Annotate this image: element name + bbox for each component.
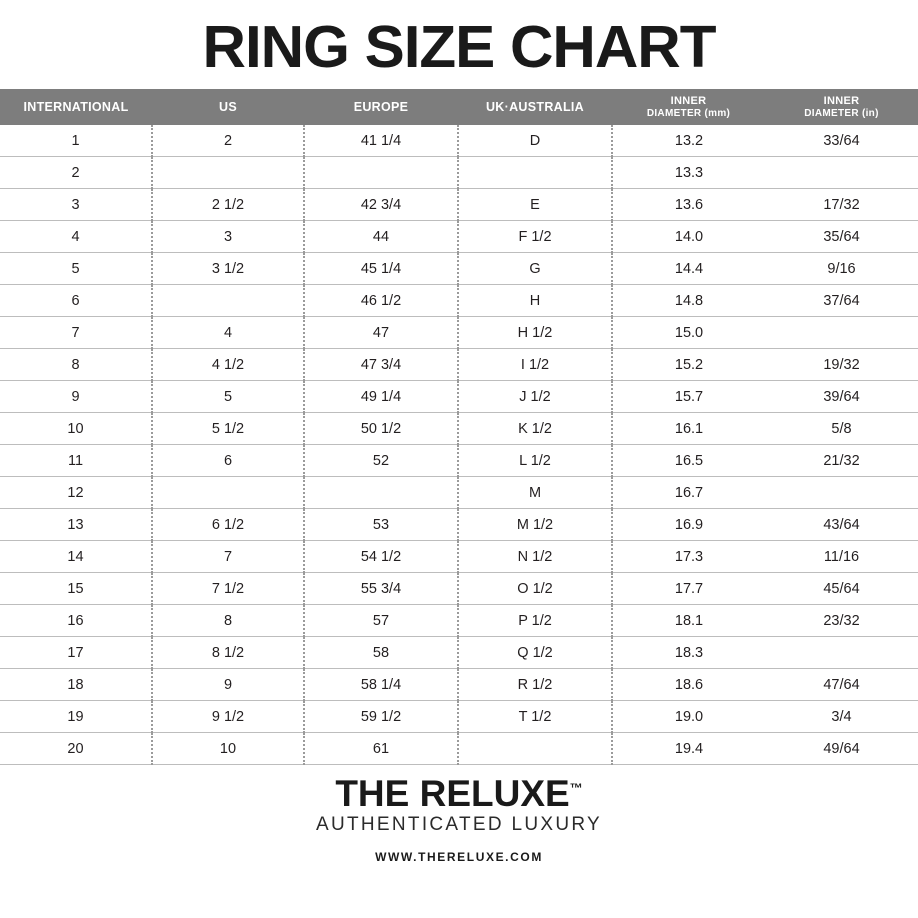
cell-us (152, 157, 304, 189)
cell-us: 2 1/2 (152, 189, 304, 221)
cell-inner-diameter-in (765, 157, 918, 189)
cell-us: 4 1/2 (152, 349, 304, 381)
cell-uk-australia (458, 733, 612, 765)
table-row (0, 445, 918, 477)
cell-uk-australia: N 1/2 (458, 541, 612, 573)
table-row (0, 605, 918, 637)
cell-international: 9 (0, 381, 152, 413)
cell-inner-diameter-in: 17/32 (765, 189, 918, 221)
table-row (0, 669, 918, 701)
table-row (0, 253, 918, 285)
cell-inner-diameter-mm: 14.0 (612, 221, 765, 253)
cell-us: 6 (152, 445, 304, 477)
cell-inner-diameter-in: 43/64 (765, 509, 918, 541)
cell-inner-diameter-in (765, 637, 918, 669)
cell-europe: 61 (304, 733, 458, 765)
cell-international: 20 (0, 733, 152, 765)
cell-inner-diameter-mm: 18.1 (612, 605, 765, 637)
table-body (0, 125, 918, 765)
column-header-uk-australia: UK·AUSTRALIA (458, 89, 612, 125)
table-row (0, 477, 918, 509)
table-row (0, 701, 918, 733)
cell-europe: 58 (304, 637, 458, 669)
cell-inner-diameter-mm: 14.8 (612, 285, 765, 317)
cell-europe: 49 1/4 (304, 381, 458, 413)
cell-inner-diameter-in (765, 477, 918, 509)
cell-europe: 50 1/2 (304, 413, 458, 445)
cell-uk-australia: L 1/2 (458, 445, 612, 477)
cell-inner-diameter-mm: 15.2 (612, 349, 765, 381)
cell-inner-diameter-in: 39/64 (765, 381, 918, 413)
column-header-us: US (152, 89, 304, 125)
cell-inner-diameter-mm: 15.7 (612, 381, 765, 413)
cell-us: 8 1/2 (152, 637, 304, 669)
table-row (0, 317, 918, 349)
cell-uk-australia: I 1/2 (458, 349, 612, 381)
cell-uk-australia: E (458, 189, 612, 221)
cell-uk-australia: O 1/2 (458, 573, 612, 605)
cell-inner-diameter-in: 45/64 (765, 573, 918, 605)
table-row (0, 541, 918, 573)
cell-europe: 58 1/4 (304, 669, 458, 701)
cell-inner-diameter-in: 47/64 (765, 669, 918, 701)
website-url: WWW.THERELUXE.COM (375, 850, 543, 865)
cell-inner-diameter-in: 23/32 (765, 605, 918, 637)
table-header-row (0, 89, 918, 125)
cell-us: 3 (152, 221, 304, 253)
cell-international: 10 (0, 413, 152, 445)
cell-uk-australia: M (458, 477, 612, 509)
cell-inner-diameter-in: 3/4 (765, 701, 918, 733)
cell-international: 13 (0, 509, 152, 541)
cell-us: 6 1/2 (152, 509, 304, 541)
cell-us: 8 (152, 605, 304, 637)
cell-inner-diameter-in: 33/64 (765, 125, 918, 157)
table-row (0, 413, 918, 445)
table-row (0, 349, 918, 381)
table-row (0, 125, 918, 157)
cell-international: 3 (0, 189, 152, 221)
cell-europe (304, 157, 458, 189)
cell-inner-diameter-mm: 17.7 (612, 573, 765, 605)
cell-international: 15 (0, 573, 152, 605)
footer (0, 775, 918, 864)
cell-uk-australia: T 1/2 (458, 701, 612, 733)
cell-uk-australia: P 1/2 (458, 605, 612, 637)
brand-logo (335, 773, 583, 815)
cell-europe: 55 3/4 (304, 573, 458, 605)
cell-inner-diameter-mm: 16.7 (612, 477, 765, 509)
cell-uk-australia: H 1/2 (458, 317, 612, 349)
cell-international: 14 (0, 541, 152, 573)
page-title: RING SIZE CHART (202, 14, 716, 80)
cell-inner-diameter-mm: 19.4 (612, 733, 765, 765)
table-row (0, 221, 918, 253)
cell-europe (304, 477, 458, 509)
cell-europe: 57 (304, 605, 458, 637)
ring-size-table (0, 89, 918, 765)
cell-uk-australia (458, 157, 612, 189)
cell-inner-diameter-in: 5/8 (765, 413, 918, 445)
cell-inner-diameter-mm: 15.0 (612, 317, 765, 349)
cell-inner-diameter-in: 11/16 (765, 541, 918, 573)
column-header-international: INTERNATIONAL (0, 89, 152, 125)
table-row (0, 189, 918, 221)
cell-us: 5 1/2 (152, 413, 304, 445)
table-row (0, 285, 918, 317)
cell-europe: 47 3/4 (304, 349, 458, 381)
cell-inner-diameter-mm: 18.3 (612, 637, 765, 669)
cell-uk-australia: H (458, 285, 612, 317)
cell-europe: 54 1/2 (304, 541, 458, 573)
cell-europe: 41 1/4 (304, 125, 458, 157)
cell-international: 18 (0, 669, 152, 701)
column-header-europe: EUROPE (304, 89, 458, 125)
cell-us: 10 (152, 733, 304, 765)
cell-inner-diameter-mm: 16.9 (612, 509, 765, 541)
cell-us: 9 1/2 (152, 701, 304, 733)
cell-inner-diameter-mm: 16.5 (612, 445, 765, 477)
cell-europe: 46 1/2 (304, 285, 458, 317)
table-row (0, 573, 918, 605)
cell-international: 11 (0, 445, 152, 477)
cell-uk-australia: J 1/2 (458, 381, 612, 413)
table-row (0, 509, 918, 541)
cell-uk-australia: F 1/2 (458, 221, 612, 253)
cell-international: 12 (0, 477, 152, 509)
column-header-inner-diameter-in: INNER DIAMETER (in) (765, 89, 918, 125)
cell-uk-australia: G (458, 253, 612, 285)
cell-us (152, 477, 304, 509)
cell-uk-australia: Q 1/2 (458, 637, 612, 669)
cell-inner-diameter-mm: 13.6 (612, 189, 765, 221)
cell-uk-australia: K 1/2 (458, 413, 612, 445)
cell-inner-diameter-mm: 19.0 (612, 701, 765, 733)
cell-us: 7 (152, 541, 304, 573)
cell-international: 17 (0, 637, 152, 669)
cell-inner-diameter-in (765, 317, 918, 349)
cell-inner-diameter-in: 49/64 (765, 733, 918, 765)
cell-uk-australia: M 1/2 (458, 509, 612, 541)
brand-tagline: AUTHENTICATED LUXURY (316, 814, 602, 836)
cell-uk-australia: R 1/2 (458, 669, 612, 701)
cell-inner-diameter-in: 19/32 (765, 349, 918, 381)
cell-us: 3 1/2 (152, 253, 304, 285)
brand-name: THE RELUXE (335, 773, 570, 815)
table-row (0, 381, 918, 413)
cell-international: 7 (0, 317, 152, 349)
cell-international: 5 (0, 253, 152, 285)
table-row (0, 637, 918, 669)
cell-europe: 44 (304, 221, 458, 253)
cell-us: 7 1/2 (152, 573, 304, 605)
cell-international: 19 (0, 701, 152, 733)
cell-inner-diameter-mm: 13.2 (612, 125, 765, 157)
table-row (0, 157, 918, 189)
cell-us: 4 (152, 317, 304, 349)
cell-inner-diameter-mm: 14.4 (612, 253, 765, 285)
cell-europe: 52 (304, 445, 458, 477)
column-header-inner-diameter-mm: INNER DIAMETER (mm) (612, 89, 765, 125)
cell-international: 2 (0, 157, 152, 189)
cell-international: 8 (0, 349, 152, 381)
cell-uk-australia: D (458, 125, 612, 157)
cell-inner-diameter-mm: 18.6 (612, 669, 765, 701)
cell-inner-diameter-in: 37/64 (765, 285, 918, 317)
table-header (0, 89, 918, 125)
cell-europe: 53 (304, 509, 458, 541)
cell-inner-diameter-mm: 16.1 (612, 413, 765, 445)
cell-europe: 45 1/4 (304, 253, 458, 285)
cell-inner-diameter-in: 35/64 (765, 221, 918, 253)
table-row (0, 733, 918, 765)
cell-international: 6 (0, 285, 152, 317)
cell-international: 4 (0, 221, 152, 253)
cell-inner-diameter-in: 21/32 (765, 445, 918, 477)
cell-europe: 42 3/4 (304, 189, 458, 221)
cell-inner-diameter-in: 9/16 (765, 253, 918, 285)
cell-international: 1 (0, 125, 152, 157)
cell-inner-diameter-mm: 17.3 (612, 541, 765, 573)
cell-europe: 59 1/2 (304, 701, 458, 733)
cell-europe: 47 (304, 317, 458, 349)
trademark-symbol: ™ (569, 780, 583, 796)
cell-us: 5 (152, 381, 304, 413)
cell-us (152, 285, 304, 317)
cell-inner-diameter-mm: 13.3 (612, 157, 765, 189)
cell-international: 16 (0, 605, 152, 637)
cell-us: 2 (152, 125, 304, 157)
cell-us: 9 (152, 669, 304, 701)
